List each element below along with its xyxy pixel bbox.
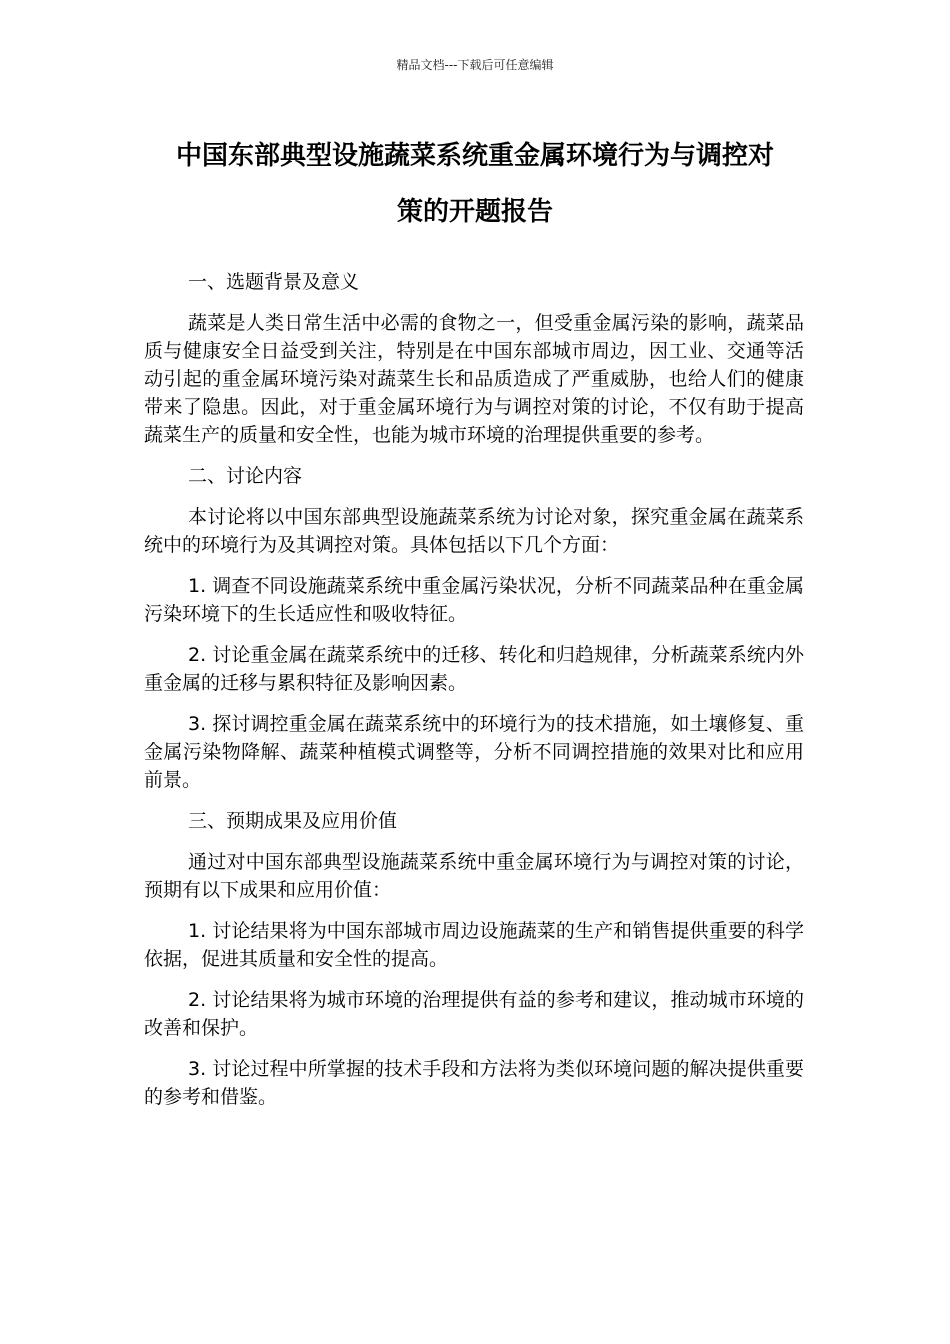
section-heading-outcomes: 三、预期成果及应用价值 (188, 810, 398, 832)
list-item-outcomes-3: 3. 讨论过程中所掌握的技术手段和方法将为类似环境问题的解决提供重要的参考和借鉴。 (144, 1058, 804, 1108)
list-item-content-2: 2. 讨论重金属在蔬菜系统中的迁移、转化和归趋规律，分析蔬菜系统内外重金属的迁移与累积特征及影响因素。 (144, 644, 804, 694)
document-body (144, 268, 804, 1124)
title-line-1: 中国东部典型设施蔬菜系统重金属环境行为与调控对 (175, 141, 774, 171)
section-heading-content: 二、讨论内容 (188, 465, 303, 487)
paragraph-outcomes-intro: 通过对中国东部典型设施蔬菜系统中重金属环境行为与调控对策的讨论，预期有以下成果和应用价值： (144, 851, 804, 901)
document-title (143, 128, 807, 240)
paragraph-background: 蔬菜是人类日常生活中必需的食物之一，但受重金属污染的影响，蔬菜品质与健康安全日益受到关注，特别是在中国东部城市周边，因工业、交通等活动引起的重金属环境污染对蔬菜生长和品质造成了严重威胁，也给人们的健康带来了隐患。因此，对于重金属环境行为与调控对策的讨论，不仅有助于提高蔬菜生产的质量和安全性，也能为城市环境的治理提供重要的参考。 (144, 312, 804, 446)
list-item-content-1: 1. 调查不同设施蔬菜系统中重金属污染状况，分析不同蔬菜品种在重金属污染环境下的生长适应性和吸收特征。 (144, 575, 804, 625)
list-item-outcomes-1: 1. 讨论结果将为中国东部城市周边设施蔬菜的生产和销售提供重要的科学依据，促进其质量和安全性的提高。 (144, 920, 804, 970)
paragraph-content-intro: 本讨论将以中国东部典型设施蔬菜系统为讨论对象，探究重金属在蔬菜系统中的环境行为及其调控对策。具体包括以下几个方面： (144, 506, 804, 556)
list-item-content-3: 3. 探讨调控重金属在蔬菜系统中的环境行为的技术措施，如土壤修复、重金属污染物降解、蔬菜种植模式调整等，分析不同调控措施的效果对比和应用前景。 (144, 713, 804, 791)
title-line-2: 策的开题报告 (396, 197, 553, 227)
header-note: 精品文档---下载后可任意编辑 (396, 58, 554, 72)
list-item-outcomes-2: 2. 讨论结果将为城市环境的治理提供有益的参考和建议，推动城市环境的改善和保护。 (144, 989, 804, 1039)
section-heading-background: 一、选题背景及意义 (188, 271, 360, 293)
